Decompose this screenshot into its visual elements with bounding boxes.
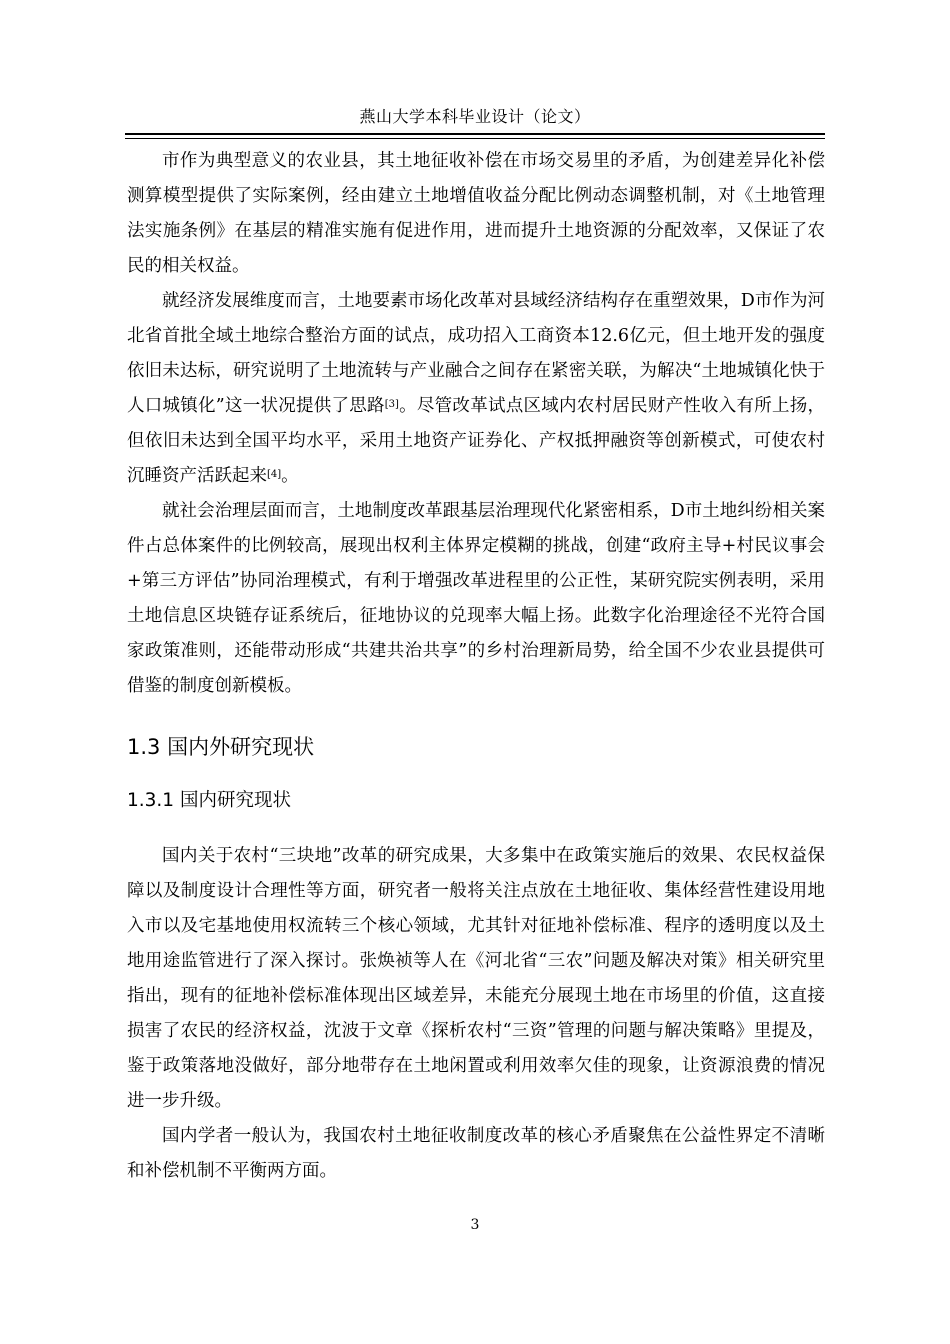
subsection-heading: 1.3.1 国内研究现状 — [127, 790, 291, 811]
section-heading: 1.3 国内外研究现状 — [127, 735, 315, 759]
paragraph-economic-text-c: 。 — [281, 466, 299, 486]
citation-ref-4: [4] — [267, 469, 282, 480]
paragraph-economic — [127, 284, 825, 494]
paragraph-social-governance: 就社会治理层面而言，土地制度改革跟基层治理现代化紧密相系，D市土地纠纷相关案件占总体案件的比例较高，展现出权利主体界定模糊的挑战，创建“政府主导+村民议事会+第三方评估”协同治理模式，有利于增强改革进程里的公正性，某研究院实例表明，采用土地信息区块链存证系统后，征地协议的兑现率大幅上扬。此数字化治理途径不光符合国家政策准则，还能带动形成“共建共治共享”的乡村治理新局势，给全国不少农业县提供可借鉴的制度创新模板。 — [127, 501, 825, 696]
citation-ref-3: [3] — [384, 399, 399, 410]
header-rule-thick — [125, 133, 825, 135]
paragraph-economic-text-b: 。尽管改革试点区域内农村居民财产性收入有所上扬，但依旧未达到全国平均水平，采用土地资产证券化、产权抵押融资等创新模式，可使农村沉睡资产活跃起来 — [127, 396, 825, 486]
paragraph-continuation: 市作为典型意义的农业县，其土地征收补偿在市场交易里的矛盾，为创建差异化补偿测算模型提供了实际案例，经由建立土地增值收益分配比例动态调整机制，对《土地管理法实施条例》在基层的精准实施有促进作用，进而提升土地资源的分配效率，又保证了农民的相关权益。 — [127, 151, 825, 276]
running-header-title: 燕山大学本科毕业设计（论文） — [359, 107, 591, 126]
paragraph-economic-text-a: 就经济发展维度而言，土地要素市场化改革对县域经济结构存在重塑效果，D市作为河北省首批全域土地综合整治方面的试点，成功招入工商资本12.6亿元，但土地开发的强度依旧未达标，研究说明了土地流转与产业融合之间存在紧密关联，为解决“土地城镇化快于人口城镇化”这一状况提供了思路 — [127, 291, 825, 416]
paragraph-domestic-research: 国内关于农村“三块地”改革的研究成果，大多集中在政策实施后的效果、农民权益保障以及制度设计合理性等方面，研究者一般将关注点放在土地征收、集体经营性建设用地入市以及宅基地使用权流转三个核心领域，尤其针对征地补偿标准、程序的透明度以及土地用途监管进行了深入探讨。张焕祯等人在《河北省“三农”问题及解决对策》相关研究里指出，现有的征地补偿标准体现出区域差异，未能充分展现土地在市场里的价值，这直接损害了农民的经济权益，沈波于文章《探析农村“三资”管理的问题与解决策略》里提及，鉴于政策落地没做好，部分地带存在土地闲置或利用效率欠佳的现象，让资源浪费的情况进一步升级。 — [127, 846, 825, 1111]
paragraph-domestic-scholars: 国内学者一般认为，我国农村土地征收制度改革的核心矛盾聚焦在公益性界定不清晰和补偿机制不平衡两方面。 — [127, 1126, 825, 1181]
header-rule-thin — [125, 138, 825, 139]
body-text-bottom — [127, 839, 825, 1189]
body-text-top — [127, 144, 825, 704]
page-number: 3 — [470, 1217, 480, 1233]
